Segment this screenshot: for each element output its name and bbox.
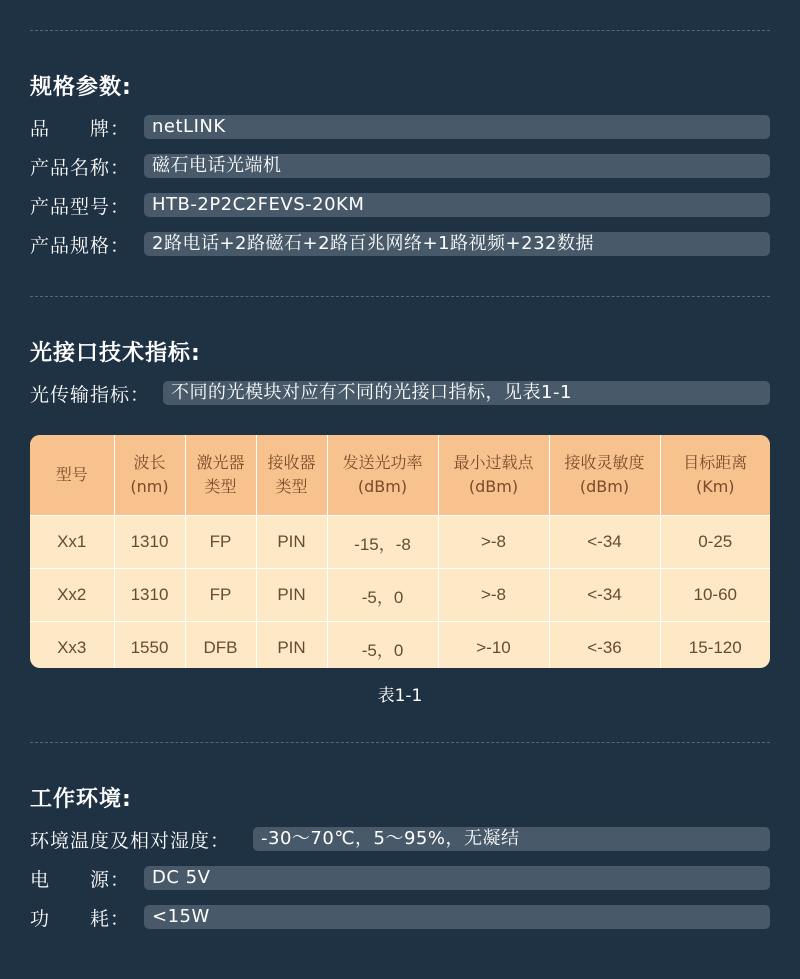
header-target-distance: 目标距离 (Km) xyxy=(660,435,770,516)
env-row-temp-humidity xyxy=(30,827,770,851)
divider-bottom xyxy=(30,742,770,743)
table-cell: DFB xyxy=(185,622,256,669)
env-section-title: 工作环境: xyxy=(30,787,132,812)
table-cell: PIN xyxy=(256,569,327,622)
table-cell: Xx2 xyxy=(30,569,114,622)
table-cell: -5，0 xyxy=(327,622,438,669)
spec-row-model xyxy=(30,193,770,217)
spec-section-title: 规格参数: xyxy=(30,75,132,100)
spec-label-model: 产品型号： xyxy=(30,195,131,218)
optical-row xyxy=(30,381,770,405)
env-value-temp-humidity: -30～70℃，5～95%，无凝结 xyxy=(253,827,770,851)
table-cell: 15-120 xyxy=(688,638,742,657)
spec-row-specification xyxy=(30,232,770,256)
env-value-power-consumption: <15W xyxy=(144,905,770,929)
table-cell: PIN xyxy=(256,622,327,669)
table-cell: 1550 xyxy=(114,622,185,669)
spec-row-product-name xyxy=(30,154,770,178)
spec-value-specification: 2路电话+2路磁石+2路百兆网络+1路视频+232数据 xyxy=(144,232,770,256)
optical-spec-table xyxy=(30,435,770,668)
spec-label-product-name: 产品名称： xyxy=(30,156,131,179)
table-cell: 1310 xyxy=(114,569,185,622)
optical-section-title: 光接口技术指标: xyxy=(30,341,201,366)
table-cell: -15，-8 xyxy=(327,516,438,569)
table-cell: FP xyxy=(185,516,256,569)
env-row-power-supply xyxy=(30,866,770,890)
table-cell: PIN xyxy=(256,516,327,569)
header-laser-type: 激光器 类型 xyxy=(185,435,256,516)
table-cell: Xx1 xyxy=(30,516,114,569)
table-cell: 1310 xyxy=(114,516,185,569)
table-cell: >-10 xyxy=(438,622,549,669)
env-label-power-supply: 电 源： xyxy=(30,868,131,891)
env-row-power-consumption xyxy=(30,905,770,929)
divider-middle xyxy=(30,296,770,297)
table-caption: 表1-1 xyxy=(377,686,423,706)
spec-value-product-name: 磁石电话光端机 xyxy=(144,154,770,178)
table-cell: <-36 xyxy=(549,622,660,669)
table-cell: 10-60 xyxy=(660,569,770,622)
table-cell: >-8 xyxy=(438,516,549,569)
table-row xyxy=(30,516,770,569)
spec-label-specification: 产品规格： xyxy=(30,234,131,257)
table-cell: FP xyxy=(185,569,256,622)
table-cell: <-34 xyxy=(549,516,660,569)
table-cell: 0-25 xyxy=(660,516,770,569)
divider-top xyxy=(30,30,770,31)
table-cell: <-34 xyxy=(549,569,660,622)
table-header-row xyxy=(30,435,770,516)
header-wavelength: 波长 (nm) xyxy=(114,435,185,516)
header-tx-power: 发送光功率 (dBm) xyxy=(327,435,438,516)
optical-value: 不同的光模块对应有不同的光接口指标，见表1-1 xyxy=(163,381,770,405)
table-row xyxy=(30,569,770,622)
table-cell: -5，0 xyxy=(327,569,438,622)
header-overload-point: 最小过载点 (dBm) xyxy=(438,435,549,516)
spec-label-brand: 品 牌： xyxy=(30,117,131,140)
table-cell: Xx3 xyxy=(30,622,114,669)
table-row xyxy=(30,622,770,669)
header-receiver-type: 接收器 类型 xyxy=(256,435,327,516)
spec-value-brand: netLINK xyxy=(144,115,770,139)
spec-row-brand xyxy=(30,115,770,139)
header-rx-sensitivity: 接收灵敏度 (dBm) xyxy=(549,435,660,516)
header-model: 型号 xyxy=(30,435,114,516)
env-label-power-consumption: 功 耗： xyxy=(30,907,131,930)
optical-label: 光传输指标： xyxy=(30,383,151,406)
env-value-power-supply: DC 5V xyxy=(144,866,770,890)
env-label-temp-humidity: 环境温度及相对湿度： xyxy=(30,829,231,852)
table-cell: >-8 xyxy=(438,569,549,622)
spec-value-model: HTB-2P2C2FEVS-20KM xyxy=(144,193,770,217)
